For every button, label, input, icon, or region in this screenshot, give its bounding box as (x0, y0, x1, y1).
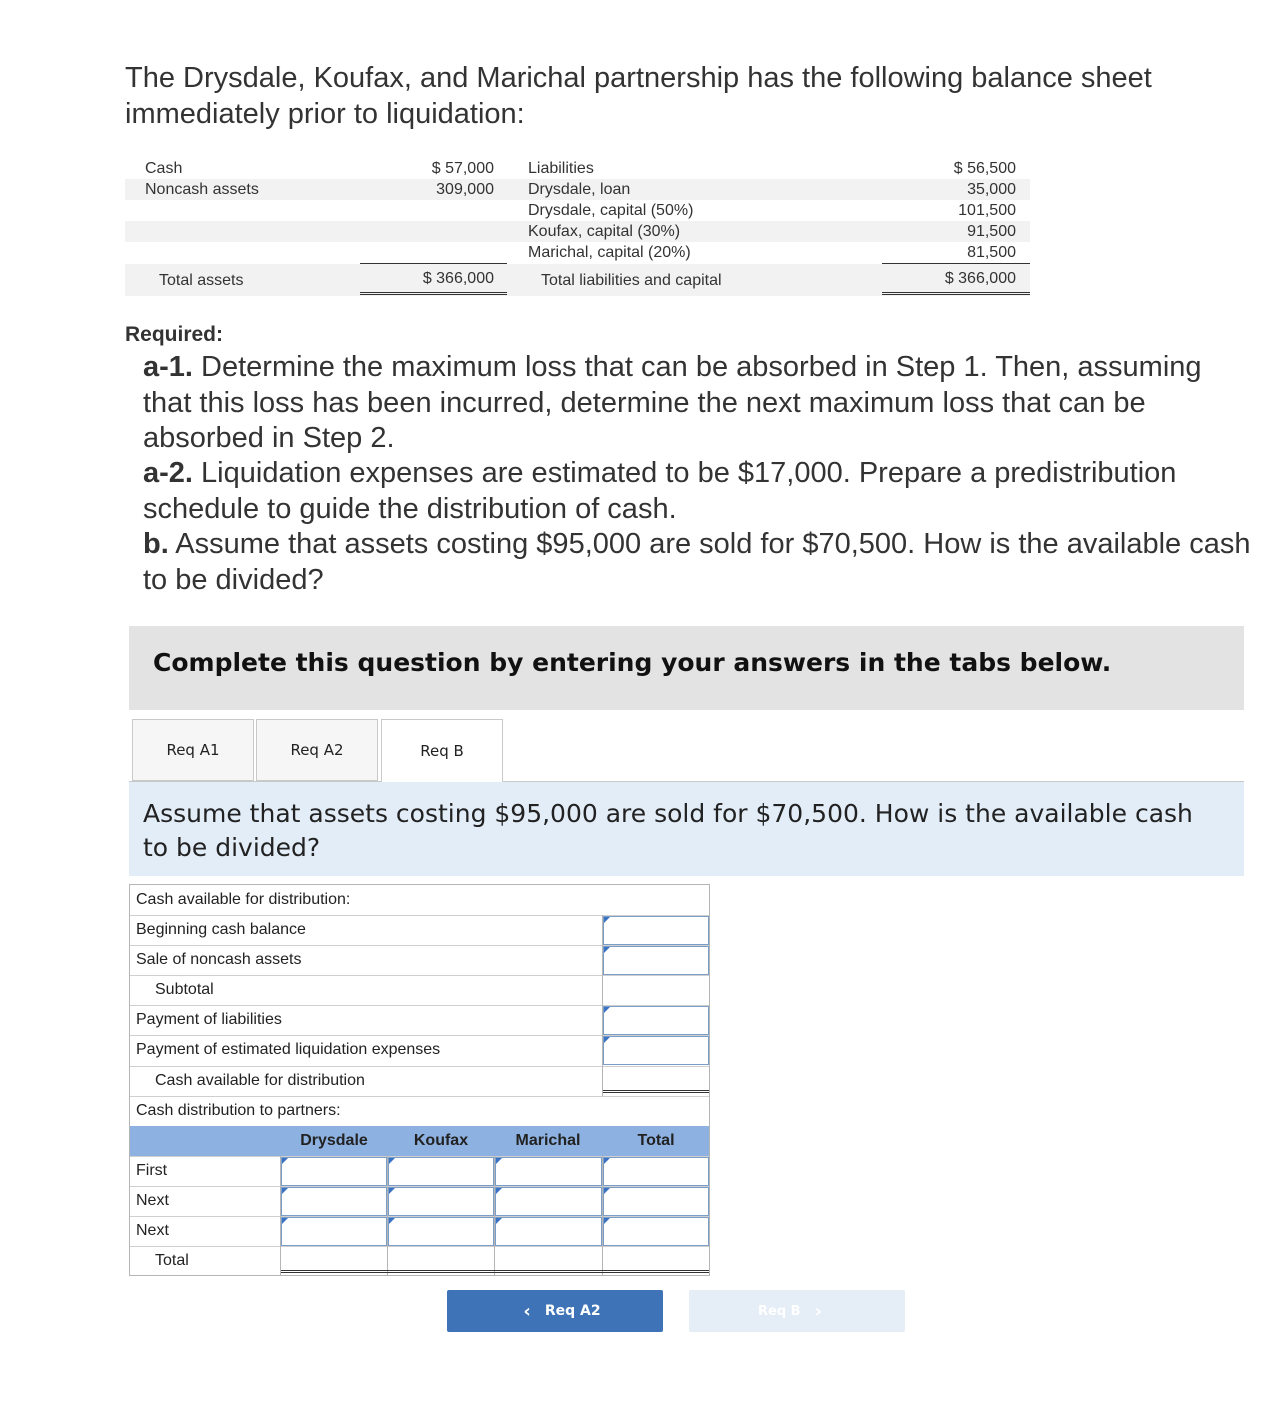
required-heading: Required: (125, 323, 224, 346)
next1-koufax-input[interactable] (388, 1187, 494, 1216)
prev-req-a2-button[interactable] (447, 1290, 663, 1332)
first-koufax-input[interactable] (388, 1157, 494, 1186)
total-liab-label: Total liabilities and capital (541, 272, 722, 289)
bs-liab-label: Koufax, capital (30%) (528, 223, 681, 240)
row-divider (130, 1246, 709, 1247)
bs-liab-label: Drysdale, loan (528, 181, 631, 198)
required-item-b (143, 527, 1253, 598)
next2-total-input[interactable] (603, 1217, 709, 1246)
tab-req-b[interactable]: Req B (381, 719, 503, 782)
bs-liab-label: Liabilities (528, 160, 594, 177)
sale-noncash-input[interactable] (603, 946, 709, 975)
beginning-cash-label: Beginning cash balance (136, 921, 306, 938)
total-assets-value: $ 366,000 (422, 270, 494, 287)
next1-marichal-input[interactable] (495, 1187, 602, 1216)
column-koufax: Koufax (413, 1132, 469, 1149)
double-rule (281, 1270, 709, 1273)
dist-total-label: Total (155, 1252, 189, 1269)
cash-available-heading: Cash available for distribution: (136, 891, 351, 908)
chevron-left-icon: ‹ (523, 1300, 531, 1322)
required-item-a2 (143, 456, 1253, 527)
double-rule (882, 292, 1030, 295)
question-text: Assume that assets costing $95,000 are sold for $70,500. How is the available cash to be divided? (143, 799, 1193, 862)
prev-button-label: Req A2 (544, 1303, 601, 1319)
required-item-label: a-2. (143, 457, 193, 489)
bs-liab-value: $ 56,500 (953, 160, 1016, 177)
row-divider (130, 1096, 709, 1097)
payment-expenses-label: Payment of estimated liquidation expenses (136, 1041, 441, 1058)
bs-liab-value: 81,500 (967, 244, 1016, 261)
bs-asset-label: Noncash assets (145, 181, 259, 198)
dist-row-label: Next (136, 1222, 169, 1239)
sale-noncash-label: Sale of noncash assets (136, 951, 302, 968)
double-rule (603, 1090, 709, 1093)
first-marichal-input[interactable] (495, 1157, 602, 1186)
required-item-a1 (143, 350, 1253, 457)
first-total-input[interactable] (603, 1157, 709, 1186)
required-item-text: Assume that assets costing $95,000 are sold for $70,500. How is the available cash to be divided? (143, 528, 1251, 596)
column-marichal: Marichal (515, 1132, 581, 1149)
column-drysdale: Drysdale (300, 1132, 368, 1149)
required-item-text: Determine the maximum loss that can be absorbed in Step 1. Then, assuming that this loss has been incurred, determine the next maximum loss that can be absorbed in Step 2. (143, 351, 1202, 454)
bs-liab-label: Marichal, capital (20%) (528, 244, 691, 261)
next-button-label: Req B (758, 1303, 801, 1319)
next2-drysdale-input[interactable] (281, 1217, 387, 1246)
payment-liabilities-label: Payment of liabilities (136, 1011, 282, 1028)
tab-req-a2[interactable]: Req A2 (256, 719, 378, 781)
cash-available-label: Cash available for distribution (155, 1072, 365, 1089)
total-liab-value: $ 366,000 (944, 270, 1016, 287)
subtotal-label: Subtotal (155, 981, 214, 998)
bs-asset-value: 309,000 (436, 181, 494, 198)
intro-text: The Drysdale, Koufax, and Marichal partnership has the following balance sheet immediately prior to liquidation: (125, 62, 1152, 130)
payment-expenses-input[interactable] (603, 1036, 709, 1065)
cash-distribution-heading: Cash distribution to partners: (136, 1102, 341, 1119)
next-req-b-button[interactable] (689, 1290, 905, 1332)
bs-asset-label: Cash (145, 160, 183, 177)
total-rule (882, 263, 1030, 264)
instruction-bar (129, 626, 1244, 710)
bs-liab-value: 91,500 (967, 223, 1016, 240)
required-item-label: b. (143, 528, 169, 560)
required-item-text: Liquidation expenses are estimated to be $17,000. Prepare a predistribution schedule to guide the distribution of cash. (143, 457, 1177, 525)
next1-total-input[interactable] (603, 1187, 709, 1216)
column-total: Total (637, 1132, 675, 1149)
total-assets-label: Total assets (159, 272, 244, 289)
beginning-cash-input[interactable] (603, 916, 709, 945)
dist-row-label: Next (136, 1192, 169, 1209)
bs-liab-label: Drysdale, capital (50%) (528, 202, 694, 219)
chevron-right-icon: › (814, 1300, 822, 1322)
next2-marichal-input[interactable] (495, 1217, 602, 1246)
dist-row-label: First (136, 1162, 168, 1179)
instruction-text: Complete this question by entering your answers in the tabs below. (153, 648, 1112, 677)
total-rule (360, 263, 507, 264)
row-divider (130, 1066, 709, 1067)
first-drysdale-input[interactable] (281, 1157, 387, 1186)
next2-koufax-input[interactable] (388, 1217, 494, 1246)
worksheet-table (129, 884, 710, 1276)
bs-liab-value: 101,500 (958, 202, 1016, 219)
double-rule (360, 292, 507, 295)
tab-req-a1[interactable]: Req A1 (132, 719, 254, 781)
next1-drysdale-input[interactable] (281, 1187, 387, 1216)
payment-liabilities-input[interactable] (603, 1006, 709, 1035)
required-item-label: a-1. (143, 351, 193, 383)
question-panel (129, 782, 1244, 876)
bs-asset-value: $ 57,000 (431, 160, 494, 177)
bs-liab-value: 35,000 (967, 181, 1016, 198)
row-divider (130, 975, 709, 976)
